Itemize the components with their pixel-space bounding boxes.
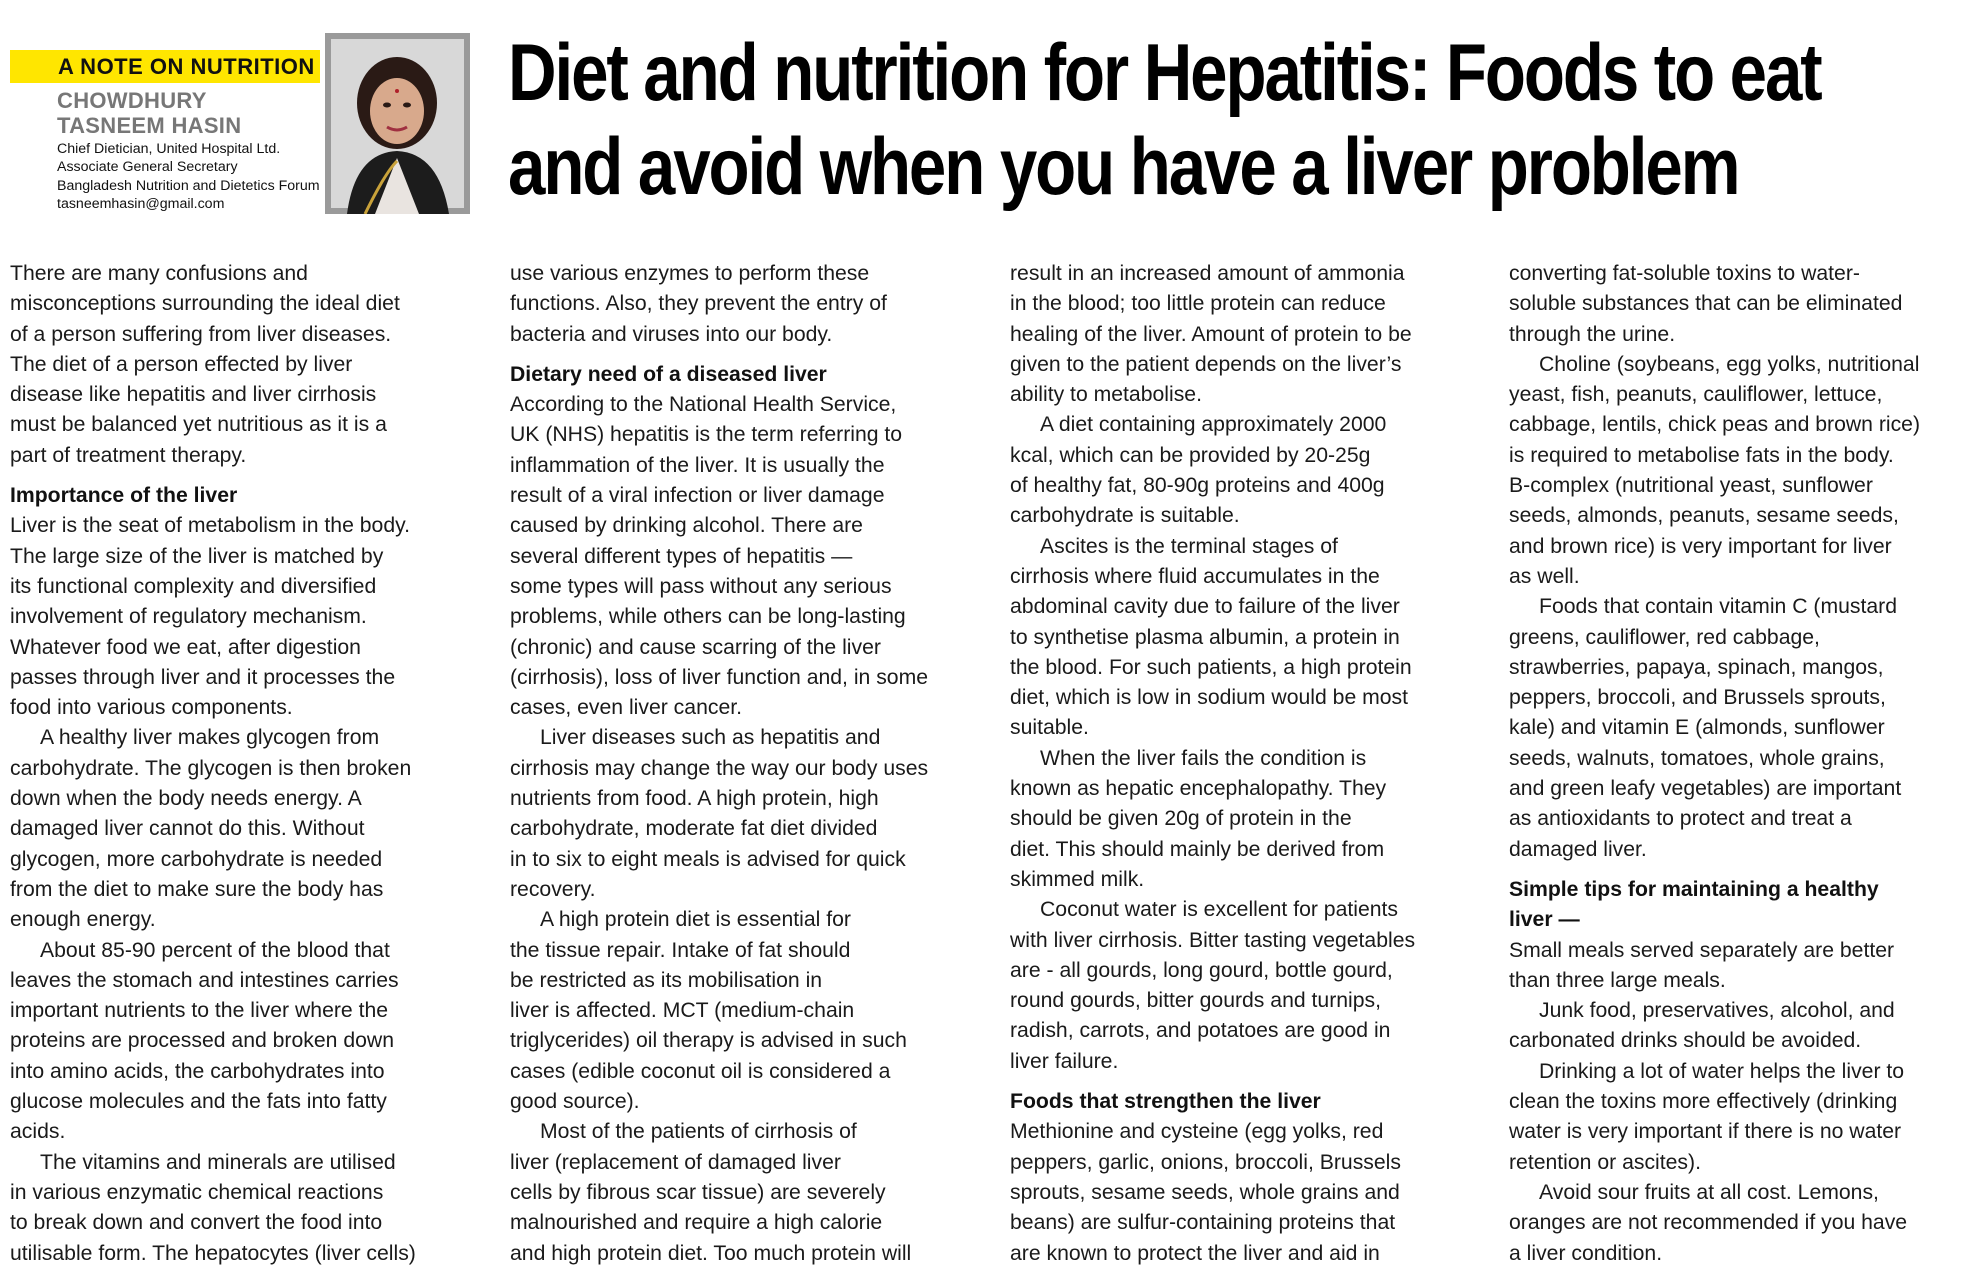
text-line: Methionine and cysteine (egg yolks, red xyxy=(1010,1120,1384,1144)
text-line: According to the National Health Service, xyxy=(510,393,897,417)
text-line: radish, carrots, and potatoes are good in xyxy=(1010,1019,1391,1043)
text-line: B-complex (nutritional yeast, sunflower xyxy=(1509,474,1873,498)
text-line: given to the patient depends on the liver’s xyxy=(1010,352,1402,376)
text-line: UK (NHS) hepatitis is the term referring to xyxy=(510,423,903,447)
text-line: diet, which is low in sodium would be most xyxy=(1010,686,1409,710)
text-line: greens, cauliflower, red cabbage, xyxy=(1509,625,1820,649)
text-line: through the urine. xyxy=(1509,322,1676,346)
text-line: There are many confusions and xyxy=(10,262,308,285)
author-position: Associate General Secretary xyxy=(57,159,238,176)
subheading-line: liver — xyxy=(1509,908,1580,932)
author-photo xyxy=(325,33,470,214)
text-line: seeds, almonds, peanuts, sesame seeds, xyxy=(1509,504,1899,528)
text-line: food into various components. xyxy=(10,696,293,720)
text-line: utilisable form. The hepatocytes (liver cells) xyxy=(10,1241,416,1265)
text-line: important nutrients to the liver where the xyxy=(10,999,389,1023)
text-line: functions. Also, they prevent the entry of xyxy=(510,292,887,316)
text-line: cases (edible coconut oil is considered a xyxy=(510,1059,891,1083)
text-line: of a person suffering from liver diseases. xyxy=(10,322,392,346)
text-line: retention or ascites). xyxy=(1509,1150,1701,1174)
text-line: proteins are processed and broken down xyxy=(10,1029,394,1053)
text-line: problems, while others can be long-lasting xyxy=(510,605,906,629)
text-line: carbohydrate, moderate fat diet divided xyxy=(510,817,878,841)
text-line: (cirrhosis), loss of liver function and, in some xyxy=(510,665,929,689)
text-line: result in an increased amount of ammonia xyxy=(1010,262,1405,285)
paragraph-gap xyxy=(510,350,980,360)
text-line: glycogen, more carbohydrate is needed xyxy=(10,847,383,871)
text-line: cirrhosis where fluid accumulates in the xyxy=(1010,564,1380,588)
text-line: carbohydrate is suitable. xyxy=(1010,504,1240,528)
text-line: the tissue repair. Intake of fat should xyxy=(510,938,851,962)
text-line: round gourds, bitter gourds and turnips, xyxy=(1010,989,1382,1013)
text-line: down when the body needs energy. A xyxy=(10,787,362,811)
text-line: passes through liver and it processes the xyxy=(10,665,396,689)
text-line: abdominal cavity due to failure of the liver xyxy=(1010,595,1400,619)
text-line: good source). xyxy=(510,1090,640,1114)
text-line: water is very important if there is no water xyxy=(1509,1120,1902,1144)
text-line: cabbage, lentils, chick peas and brown rice) xyxy=(1509,413,1921,437)
text-line: the blood. For such patients, a high protein xyxy=(1010,655,1412,679)
text-line: The large size of the liver is matched by xyxy=(10,544,384,568)
text-line: in the blood; too little protein can reduce xyxy=(1010,292,1386,316)
paragraph-gap xyxy=(1509,865,1970,875)
text-line: diet. This should mainly be derived from xyxy=(1010,837,1385,861)
article-column-1 xyxy=(10,259,480,1269)
author-email: tasneemhasin@gmail.com xyxy=(57,196,225,213)
text-line: Whatever food we eat, after digestion xyxy=(10,635,361,659)
text-line: liver is affected. MCT (medium-chain xyxy=(510,999,855,1023)
text-line: damaged liver. xyxy=(1509,837,1647,861)
text-line: with liver cirrhosis. Bitter tasting vegetables xyxy=(1010,928,1416,952)
text-line: cases, even liver cancer. xyxy=(510,696,742,720)
text-line: The diet of a person effected by liver xyxy=(10,352,353,376)
text-line: bacteria and viruses into our body. xyxy=(510,322,833,346)
text-line: use various enzymes to perform these xyxy=(510,262,870,285)
text-line: involvement of regulatory mechanism. xyxy=(10,605,367,629)
text-line: cirrhosis may change the way our body uses xyxy=(510,756,929,780)
text-line: result of a viral infection or liver damage xyxy=(510,484,885,508)
text-line: damaged liver cannot do this. Without xyxy=(10,817,365,841)
text-line: nutrients from food. A high protein, high xyxy=(510,787,879,811)
text-line: part of treatment therapy. xyxy=(10,443,247,467)
text-line: suitable. xyxy=(1010,716,1089,740)
subheading-line: Simple tips for maintaining a healthy xyxy=(1509,877,1879,901)
article-column-3 xyxy=(1010,259,1480,1269)
text-line: Coconut water is excellent for patients xyxy=(1040,898,1399,922)
text-line: into amino acids, the carbohydrates into xyxy=(10,1059,385,1083)
author-name-line2: TASNEEM HASIN xyxy=(57,113,242,138)
text-line: Small meals served separately are better xyxy=(1509,938,1895,962)
text-line: liver (replacement of damaged liver xyxy=(510,1150,841,1174)
text-line: to synthetise plasma albumin, a protein in xyxy=(1010,625,1400,649)
text-line: in various enzymatic chemical reactions xyxy=(10,1180,384,1204)
text-line: converting fat-soluble toxins to water- xyxy=(1509,262,1860,285)
text-line: About 85-90 percent of the blood that xyxy=(40,938,390,962)
headline-line-2: and avoid when you have a liver problem xyxy=(508,122,1739,212)
text-line: is required to metabolise fats in the body. xyxy=(1509,443,1894,467)
text-line: Ascites is the terminal stages of xyxy=(1040,534,1338,558)
text-line: caused by drinking alcohol. There are xyxy=(510,514,863,538)
text-line: as well. xyxy=(1509,564,1580,588)
subheading-line: Importance of the liver xyxy=(10,484,238,508)
text-line: soluble substances that can be eliminated xyxy=(1509,292,1903,316)
text-line: ability to metabolise. xyxy=(1010,383,1202,407)
text-line: must be balanced yet nutritious as it is a xyxy=(10,413,387,437)
text-line: should be given 20g of protein in the xyxy=(1010,807,1352,831)
text-line: enough energy. xyxy=(10,908,156,932)
text-line: cells by fibrous scar tissue) are severely xyxy=(510,1180,886,1204)
text-line: (chronic) and cause scarring of the liver xyxy=(510,635,881,659)
text-line: a liver condition. xyxy=(1509,1241,1663,1265)
text-line: kale) and vitamin E (almonds, sunflower xyxy=(1509,716,1885,740)
text-line: of healthy fat, 80-90g proteins and 400g xyxy=(1010,474,1385,498)
text-line: and green leafy vegetables) are important xyxy=(1509,777,1902,801)
author-organization: Bangladesh Nutrition and Dietetics Forum xyxy=(57,177,320,194)
text-line: and brown rice) is very important for liver xyxy=(1509,534,1892,558)
text-line: oranges are not recommended if you have xyxy=(1509,1211,1908,1235)
text-line: A high protein diet is essential for xyxy=(540,908,851,932)
text-line: Junk food, preservatives, alcohol, and xyxy=(1539,999,1895,1023)
text-line: known as hepatic encephalopathy. They xyxy=(1010,777,1387,801)
text-line: healing of the liver. Amount of protein to be xyxy=(1010,322,1412,346)
author-name-line1: CHOWDHURY xyxy=(57,88,207,113)
text-line: are known to protect the liver and aid in xyxy=(1010,1241,1380,1265)
text-line: beans) are sulfur-containing proteins that xyxy=(1010,1211,1396,1235)
headline-line-1: Diet and nutrition for Hepatitis: Foods to eat xyxy=(508,28,1821,118)
text-line: than three large meals. xyxy=(1509,968,1726,992)
text-line: skimmed milk. xyxy=(1010,867,1145,891)
text-line: be restricted as its mobilisation in xyxy=(510,968,823,992)
text-line: kcal, which can be provided by 20-25g xyxy=(1010,443,1371,467)
text-line: leaves the stomach and intestines carries xyxy=(10,968,399,992)
text-line: peppers, broccoli, and Brussels sprouts, xyxy=(1509,686,1886,710)
text-line: Drinking a lot of water helps the liver to xyxy=(1539,1059,1905,1083)
author-name xyxy=(57,88,327,138)
subheading-line: Dietary need of a diseased liver xyxy=(510,362,827,386)
text-line: Liver is the seat of metabolism in the body. xyxy=(10,514,411,538)
text-line: carbonated drinks should be avoided. xyxy=(1509,1029,1862,1053)
text-line: as antioxidants to protect and treat a xyxy=(1509,807,1852,831)
text-line: to break down and convert the food into xyxy=(10,1211,383,1235)
text-line: Most of the patients of cirrhosis of xyxy=(540,1120,857,1144)
text-line: Liver diseases such as hepatitis and xyxy=(540,726,881,750)
article-column-2 xyxy=(510,259,980,1269)
text-line: liver failure. xyxy=(1010,1049,1119,1073)
subheading-line: Foods that strengthen the liver xyxy=(1010,1090,1321,1114)
text-line: inflammation of the liver. It is usually the xyxy=(510,453,885,477)
text-line: in to six to eight meals is advised for quick xyxy=(510,847,906,871)
text-line: clean the toxins more effectively (drinking xyxy=(1509,1090,1898,1114)
text-line: Avoid sour fruits at all cost. Lemons, xyxy=(1539,1180,1879,1204)
text-line: acids. xyxy=(10,1120,66,1144)
text-line: glucose molecules and the fats into fatty xyxy=(10,1090,387,1114)
text-line: Foods that contain vitamin C (mustard xyxy=(1539,595,1897,619)
text-line: its functional complexity and diversified xyxy=(10,574,377,598)
column-kicker: A NOTE ON NUTRITION xyxy=(10,50,320,83)
text-line: A healthy liver makes glycogen from xyxy=(40,726,380,750)
author-title: Chief Dietician, United Hospital Ltd. xyxy=(57,141,281,157)
text-line: A diet containing approximately 2000 xyxy=(1040,413,1387,437)
paragraph-gap xyxy=(10,471,480,481)
text-line: recovery. xyxy=(510,877,596,901)
text-line: several different types of hepatitis — xyxy=(510,544,853,568)
text-line: strawberries, papaya, spinach, mangos, xyxy=(1509,655,1884,679)
text-line: and high protein diet. Too much protein will xyxy=(510,1241,912,1265)
text-line: triglycerides) oil therapy is advised in such xyxy=(510,1029,907,1053)
author-credentials xyxy=(57,140,327,214)
text-line: carbohydrate. The glycogen is then broken xyxy=(10,756,412,780)
paragraph-gap xyxy=(1010,1077,1480,1087)
headline xyxy=(508,26,1821,214)
text-line: some types will pass without any serious xyxy=(510,574,892,598)
text-line: from the diet to make sure the body has xyxy=(10,877,384,901)
text-line: yeast, fish, peanuts, cauliflower, lettuce, xyxy=(1509,383,1883,407)
text-line: When the liver fails the condition is xyxy=(1040,746,1367,770)
text-line: misconceptions surrounding the ideal diet xyxy=(10,292,400,316)
text-line: Choline (soybeans, egg yolks, nutritional xyxy=(1539,352,1920,376)
text-line: are - all gourds, long gourd, bottle gourd, xyxy=(1010,958,1393,982)
text-line: sprouts, sesame seeds, whole grains and xyxy=(1010,1180,1400,1204)
text-line: malnourished and require a high calorie xyxy=(510,1211,883,1235)
article-column-4 xyxy=(1509,259,1970,1269)
text-line: The vitamins and minerals are utilised xyxy=(40,1150,396,1174)
author-portrait-image xyxy=(325,33,470,214)
text-line: peppers, garlic, onions, broccoli, Brussels xyxy=(1010,1150,1401,1174)
text-line: seeds, walnuts, tomatoes, whole grains, xyxy=(1509,746,1885,770)
text-line: disease like hepatitis and liver cirrhosis xyxy=(10,383,377,407)
